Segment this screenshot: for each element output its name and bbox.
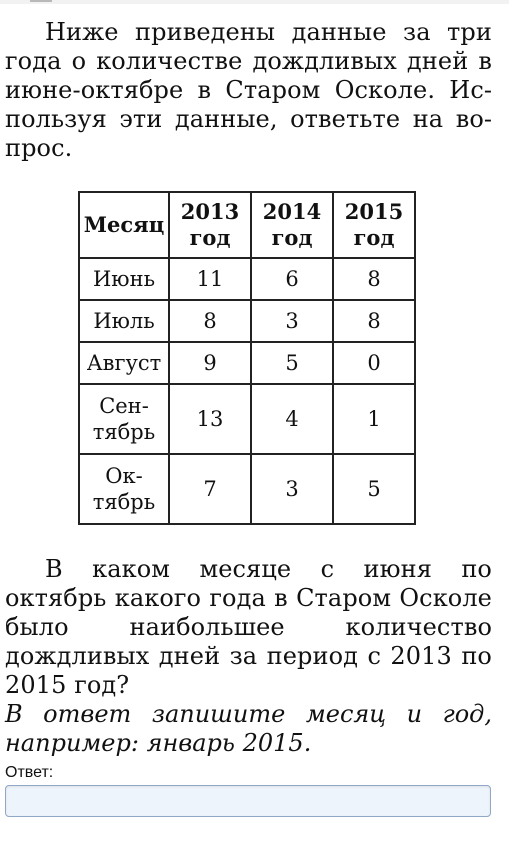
answer-label: Ответ: xyxy=(5,764,54,781)
value-cell: 3 xyxy=(251,300,333,342)
value-cell: 11 xyxy=(169,258,251,300)
header-year-2013: 2013 год xyxy=(169,192,251,258)
value-cell: 9 xyxy=(169,342,251,384)
intro-paragraph: Ниже приведены данные за три года о количестве дождливых дней в июне-октябре в Старом Осколе. Используя эти данные, ответьте на вопрос. xyxy=(5,18,492,162)
value-cell: 6 xyxy=(251,258,333,300)
question-paragraph: В каком месяце с июня по октябрь какого года в Старом Осколе было наибольшее количество дождливых дней за период с 2013 по 2015 год? xyxy=(5,555,492,699)
header-year-2015: 2015 год xyxy=(333,192,415,258)
value-cell: 13 xyxy=(169,384,251,454)
table-row xyxy=(79,258,415,300)
value-cell: 8 xyxy=(333,258,415,300)
value-cell: 3 xyxy=(251,454,333,524)
value-cell: 0 xyxy=(333,342,415,384)
month-cell: Июнь xyxy=(79,258,169,300)
value-cell: 4 xyxy=(251,384,333,454)
rainy-days-table xyxy=(78,191,416,525)
month-cell: Август xyxy=(79,342,169,384)
value-cell: 8 xyxy=(169,300,251,342)
task-content xyxy=(5,18,492,758)
top-edge-rule xyxy=(0,0,509,4)
answer-input[interactable] xyxy=(5,785,491,817)
value-cell: 7 xyxy=(169,454,251,524)
table-row xyxy=(79,384,415,454)
month-cell: Сентябрь xyxy=(79,384,169,454)
value-cell: 8 xyxy=(333,300,415,342)
header-month: Месяц xyxy=(79,192,169,258)
rain-table-wrapper xyxy=(78,191,492,525)
table-header-row xyxy=(79,192,415,258)
value-cell: 5 xyxy=(333,454,415,524)
value-cell: 5 xyxy=(251,342,333,384)
month-cell: Октябрь xyxy=(79,454,169,524)
month-cell: Июль xyxy=(79,300,169,342)
header-year-2014: 2014 год xyxy=(251,192,333,258)
table-row xyxy=(79,300,415,342)
top-edge-mark xyxy=(30,0,52,8)
answer-instruction: В ответ запишите месяц и год, например: январь 2015. xyxy=(5,700,492,757)
value-cell: 1 xyxy=(333,384,415,454)
table-row xyxy=(79,342,415,384)
table-row xyxy=(79,454,415,524)
